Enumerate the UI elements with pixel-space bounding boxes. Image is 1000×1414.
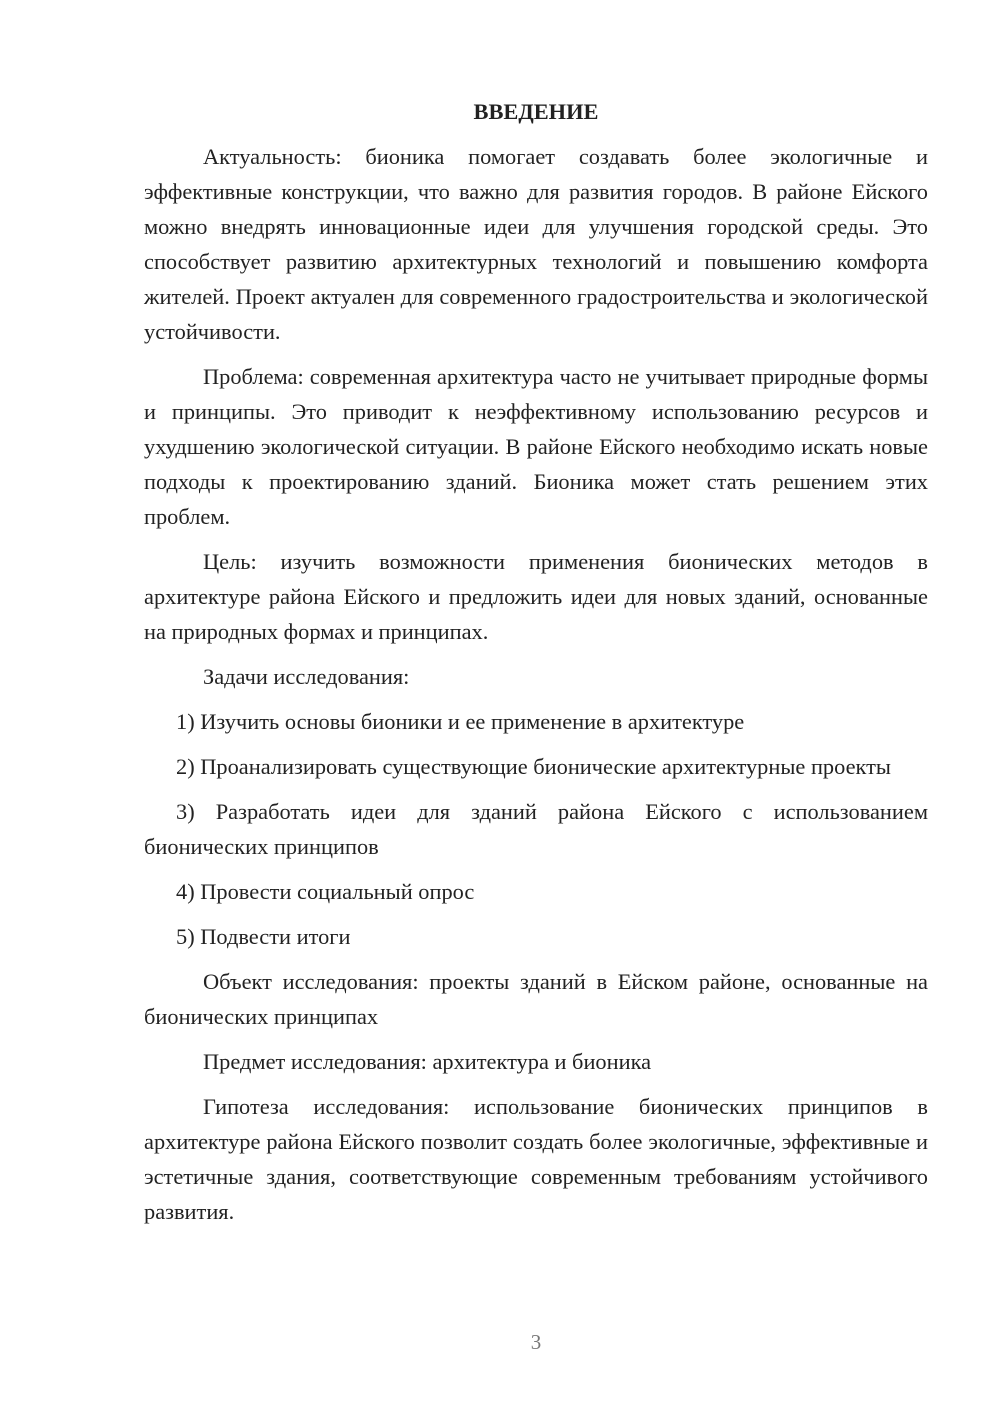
paragraph-subject: Предмет исследования: архитектура и бионика xyxy=(203,1049,652,1074)
task-item-3: 3) Разработать идеи для зданий района Ейского с использованием бионических принципов xyxy=(144,799,928,859)
tasks-heading: Задачи исследования: xyxy=(203,664,410,689)
paragraph-relevance: Актуальность: бионика помогает создавать более экологичные и эффективные конструкции, что важно для развития городов. В районе Ейского можно внедрять инновационные идеи для улучшения городской среды. Это способствует развитию архитектурных технологий и повышению комфорта жителей. Проект актуален для современного градостроительства и экологической устойчивости. xyxy=(144,144,928,344)
paragraph-goal: Цель: изучить возможности применения бионических методов в архитектуре района Ейского и предложить идеи для новых зданий, основанные на природных формах и принципах. xyxy=(144,549,928,644)
task-item-2: 2) Проанализировать существующие бионические архитектурные проекты xyxy=(176,754,891,779)
task-item-4: 4) Провести социальный опрос xyxy=(176,879,475,904)
task-item-5: 5) Подвести итоги xyxy=(176,924,351,949)
page-number: 3 xyxy=(530,1330,542,1354)
page-content xyxy=(144,94,928,1239)
paragraph-problem: Проблема: современная архитектура часто не учитывает природные формы и принципы. Это приводит к неэффективному использованию ресурсов и ухудшению экологической ситуации. В районе Ейского необходимо искать новые подходы к проектированию зданий. Бионика может стать решением этих проблем. xyxy=(144,364,928,529)
paragraph-object: Объект исследования: проекты зданий в Ейском районе, основанные на бионических принципах xyxy=(144,969,928,1029)
paragraph-hypothesis: Гипотеза исследования: использование бионических принципов в архитектуре района Ейского позволит создать более экологичные, эффективные и эстетичные здания, соответствующие современным требованиям устойчивого развития. xyxy=(144,1094,928,1224)
section-title: ВВЕДЕНИЕ xyxy=(473,99,599,124)
task-item-1: 1) Изучить основы бионики и ее применение в архитектуре xyxy=(176,709,745,734)
